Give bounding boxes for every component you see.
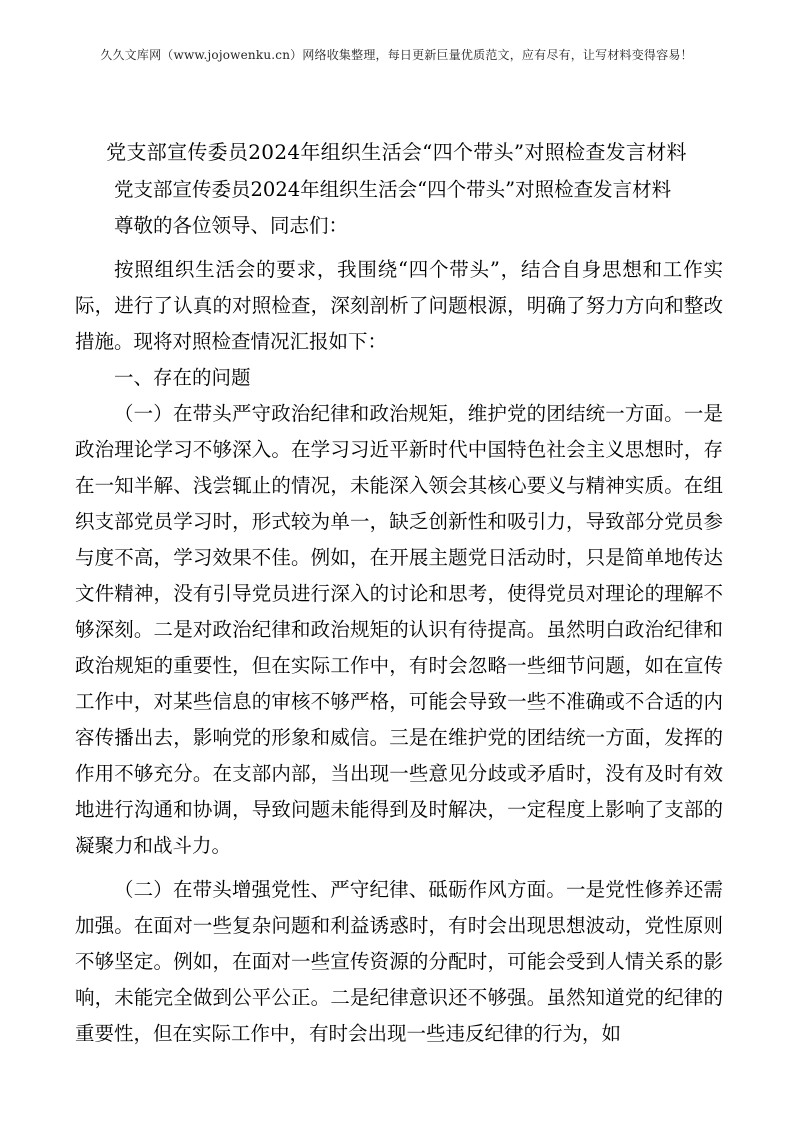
subtitle-paragraph: 党支部宣传委员2024年组织生活会“四个带头”对照检查发言材料 xyxy=(114,178,672,201)
document-title: 党支部宣传委员2024年组织生活会“四个带头”对照检查发言材料 xyxy=(106,140,687,164)
intro-paragraph: 按照组织生活会的要求，我围绕“四个带头”，结合自身思想和工作实际，进行了认真的对照检查，深刻剖析了问题根源，明确了努力方向和整改措施。现将对照检查情况汇报如下： xyxy=(75,258,723,353)
salutation-paragraph: 尊敬的各位领导、同志们： xyxy=(114,214,349,237)
body-paragraph-2: （二）在带头增强党性、严守纪律、砥砺作风方面。一是党性修养还需加强。在面对一些复杂问题和利益诱惑时，有时会出现思想波动，党性原则不够坚定。例如，在面对一些宣传资源的分配时，可能会受到人情关系的影响，未能完全做到公平公正。二是纪律意识还不够强。虽然知道党的纪律的重要性，但在实际工作中，有时会出现一些违反纪律的行为，如 xyxy=(75,878,723,1045)
header-note: 久久文库网（www.jojowenku.cn）网络收集整理，每日更新巨量优质范文，应有尽有，让写材料变得容易！ xyxy=(100,48,693,62)
section-heading: 一、存在的问题 xyxy=(114,366,251,389)
document-body xyxy=(75,172,723,1052)
body-paragraph-1: （一）在带头严守政治纪律和政治规矩，维护党的团结统一方面。一是政治理论学习不够深入。在学习习近平新时代中国特色社会主义思想时，存在一知半解、浅尝辄止的情况，未能深入领会其核心要义与精神实质。在组织支部党员学习时，形式较为单一，缺乏创新性和吸引力，导致部分党员参与度不高，学习效果不佳。例如，在开展主题党日活动时，只是简单地传达文件精神，没有引导党员进行深入的讨论和思考，使得党员对理论的理解不够深刻。二是对政治纪律和政治规矩的认识有待提高。虽然明白政治纪律和政治规矩的重要性，但在实际工作中，有时会忽略一些细节问题，如在宣传工作中，对某些信息的审核不够严格，可能会导致一些不准确或不合适的内容传播出去，影响党的形象和威信。三是在维护党的团结统一方面，发挥的作用不够充分。在支部内部，当出现一些意见分歧或矛盾时，没有及时有效地进行沟通和协调，导致问题未能得到及时解决，一定程度上影响了支部的凝聚力和战斗力。 xyxy=(75,402,723,857)
